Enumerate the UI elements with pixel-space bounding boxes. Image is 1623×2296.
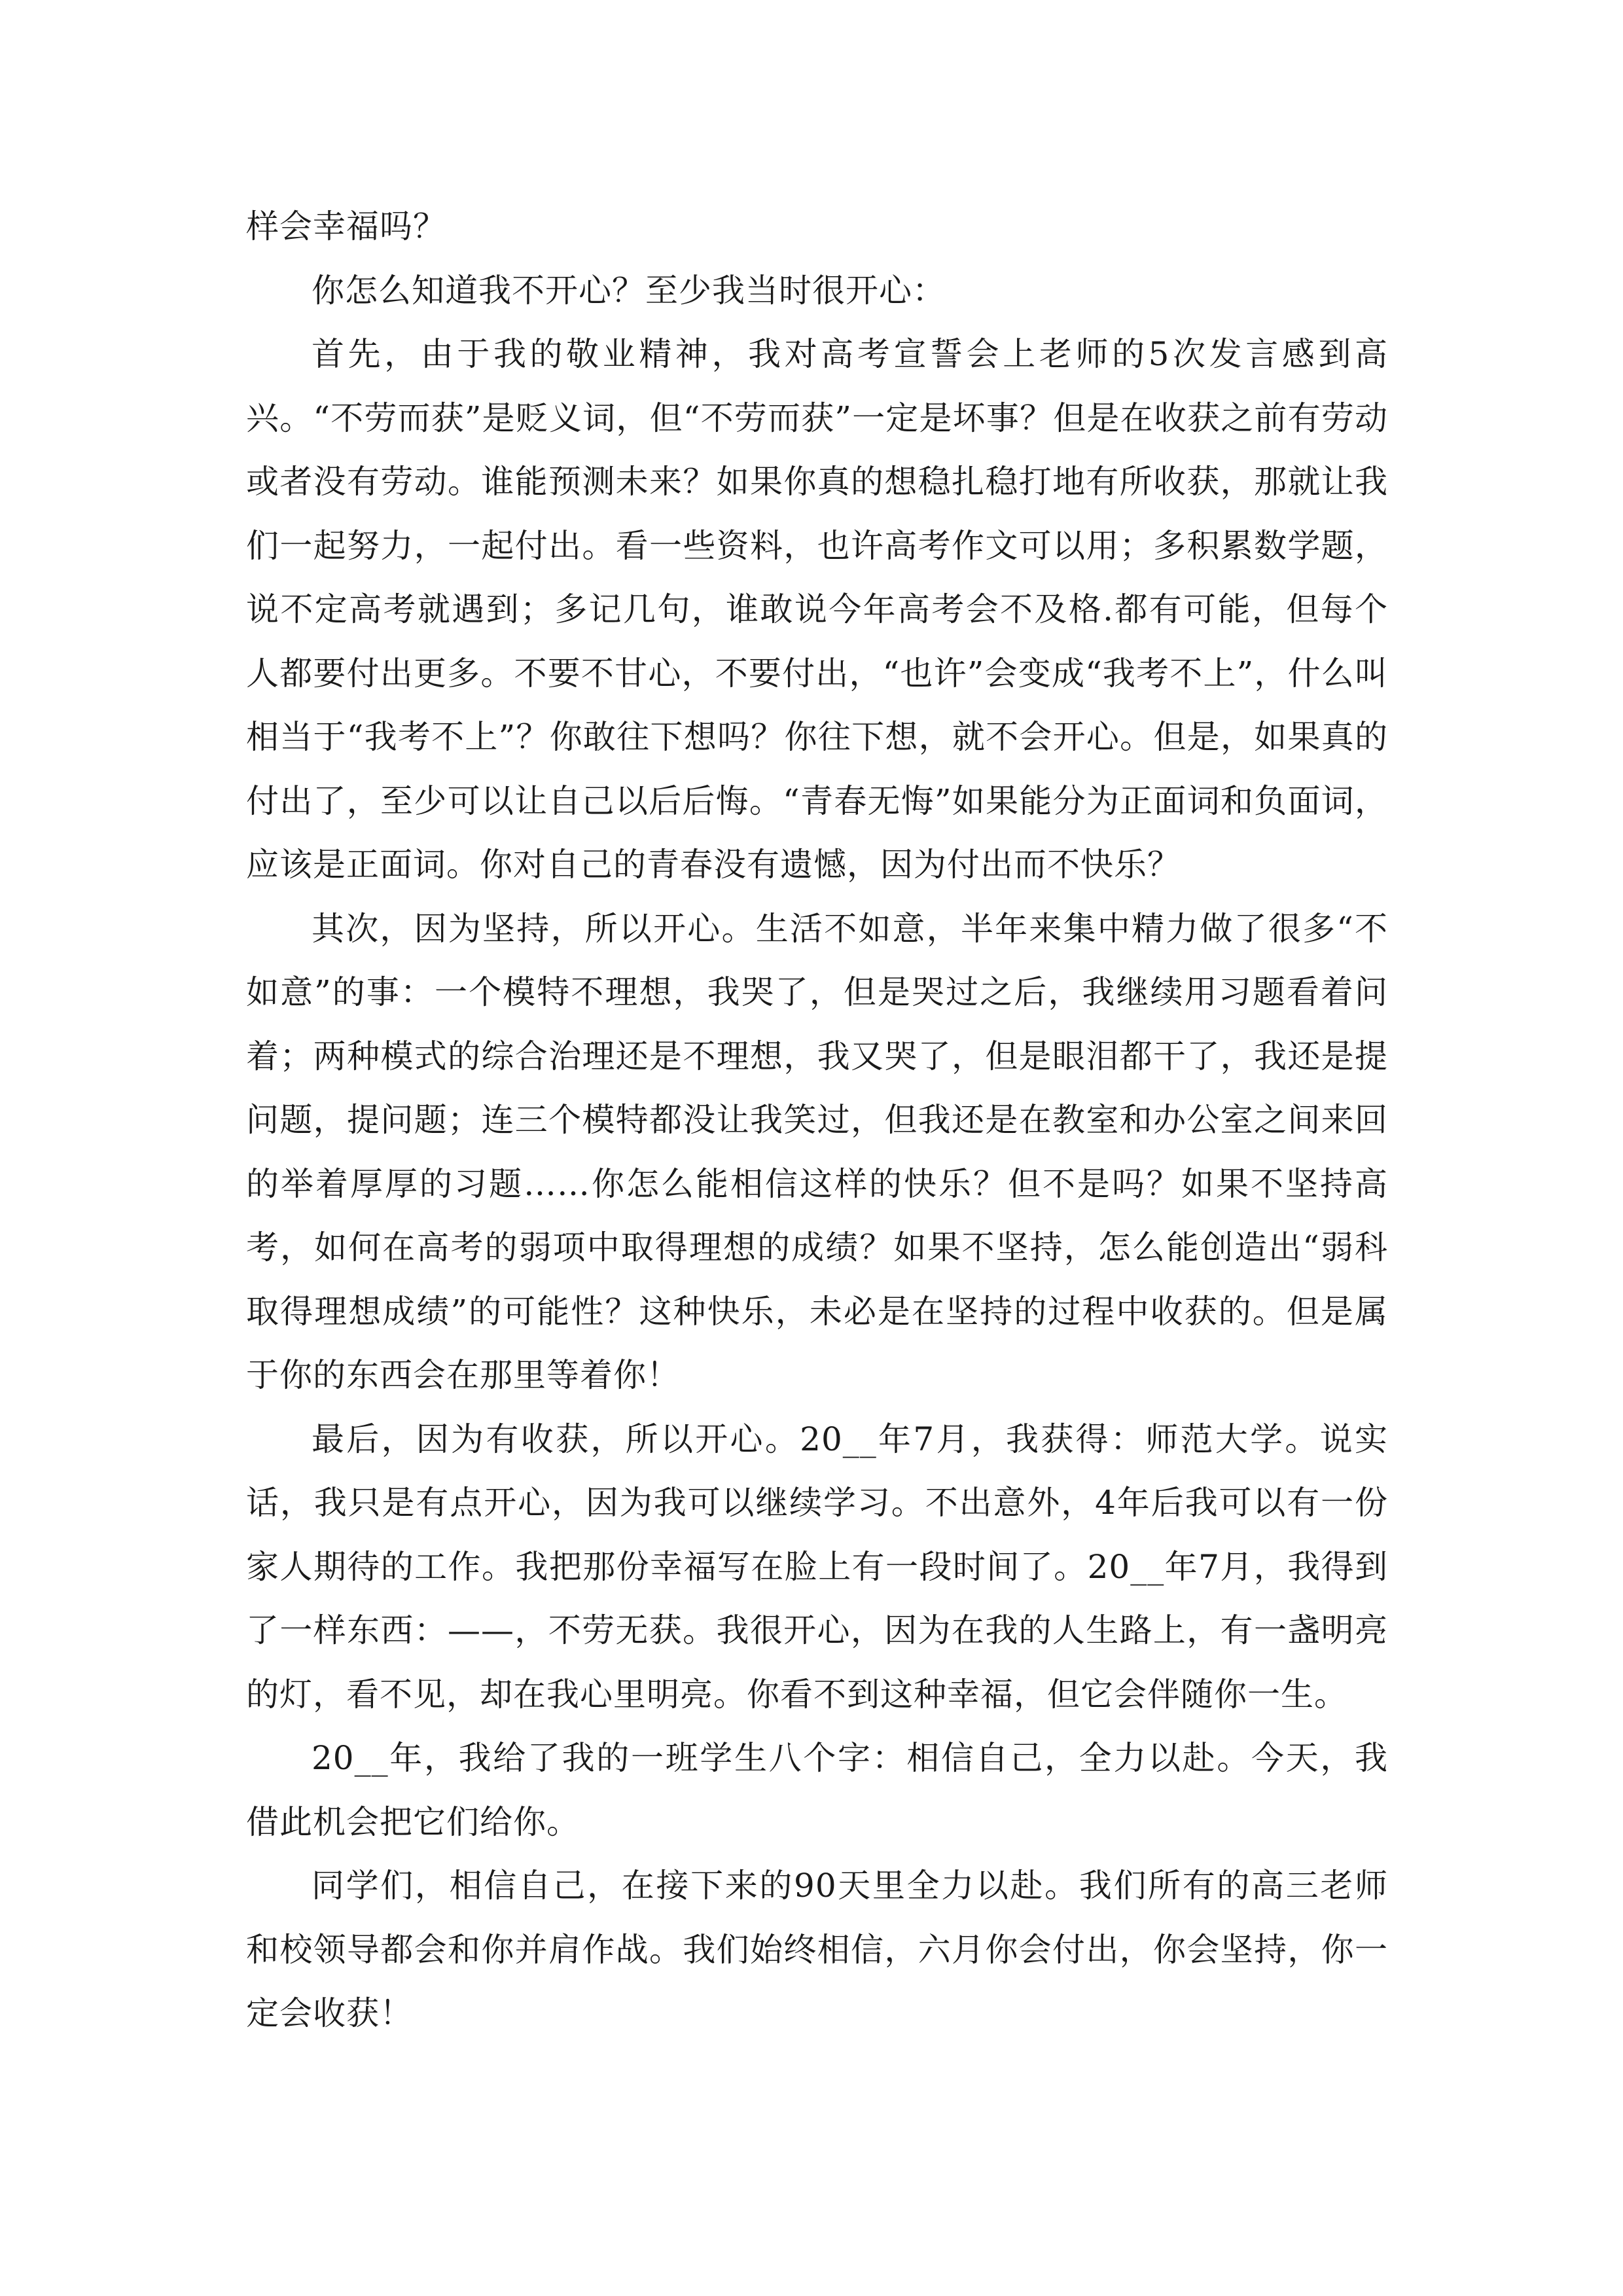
paragraph-1: 样会幸福吗？: [246, 207, 446, 245]
document-body: [246, 195, 1388, 2046]
paragraph-5: 最后，因为有收获，所以开心。20__年7月，我获得：师范大学。说实话，我只是有点开心，因为我可以继续学习。不出意外，4年后我可以有一份家人期待的工作。我把那份幸福写在脸上有一段时间了。20__年7月，我得到了一样东西：——，不劳无获。我很开心，因为在我的人生路上，有一盏明亮的灯，看不见，却在我心里明亮。你看不到这种幸福，但它会伴随你一生。: [246, 1420, 1388, 1713]
paragraph-7: 同学们，相信自己，在接下来的90天里全力以赴。我们所有的高三老师和校领导都会和你并肩作战。我们始终相信，六月你会付出，你会坚持，你一定会收获！: [246, 1867, 1388, 2032]
paragraph-4: 其次，因为坚持，所以开心。生活不如意，半年来集中精力做了很多“不如意”的事：一个模特不理想，我哭了，但是哭过之后，我继续用习题看着问着；两种模式的综合治理还是不理想，我又哭了，但是眼泪都干了，我还是提问题，提问题；连三个模特都没让我笑过，但我还是在教室和办公室之间来回的举着厚厚的习题……你怎么能相信这样的快乐？但不是吗？如果不坚持高考，如何在高考的弱项中取得理想的成绩？如果不坚持，怎么能创造出“弱科取得理想成绩”的可能性？这种快乐，未必是在坚持的过程中收获的。但是属于你的东西会在那里等着你！: [246, 909, 1388, 1394]
paragraph-3: 首先，由于我的敬业精神，我对高考宣誓会上老师的5次发言感到高兴。“不劳而获”是贬义词，但“不劳而获”一定是坏事？但是在收获之前有劳动或者没有劳动。谁能预测未来？如果你真的想稳扎稳打地有所收获，那就让我们一起努力，一起付出。看一些资料，也许高考作文可以用；多积累数学题，说不定高考就遇到；多记几句，谁敢说今年高考会不及格.都有可能，但每个人都要付出更多。不要不甘心，不要付出，“也许”会变成“我考不上”，什么叫相当于“我考不上”？你敢往下想吗？你往下想，就不会开心。但是，如果真的付出了，至少可以让自己以后后悔。“青春无悔”如果能分为正面词和负面词，应该是正面词。你对自己的青春没有遗憾，因为付出而不快乐？: [246, 335, 1388, 884]
paragraph-2: 你怎么知道我不开心？至少我当时很开心：: [312, 271, 946, 310]
paragraph-6: 20__年，我给了我的一班学生八个字：相信自己，全力以赴。今天，我借此机会把它们给你。: [246, 1739, 1388, 1841]
